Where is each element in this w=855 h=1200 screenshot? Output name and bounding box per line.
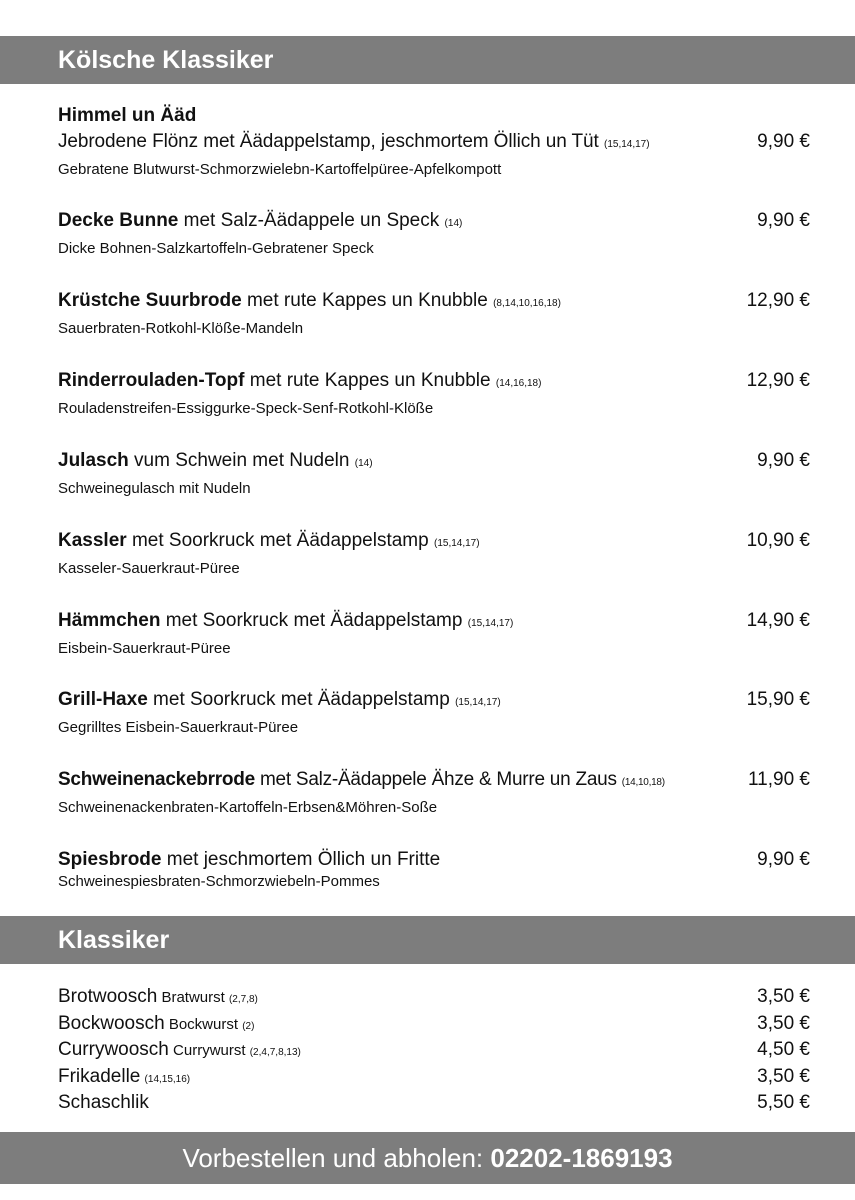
klassiker-list <box>58 984 810 1117</box>
list-item-allergens: (2,4,7,8,13) <box>249 1047 301 1058</box>
menu-item <box>58 369 810 420</box>
menu-item-name: Krüstche Suurbrode <box>58 290 242 311</box>
menu-item-line <box>58 369 810 396</box>
section-header-klassiker <box>0 916 855 964</box>
menu-item-line <box>58 768 810 795</box>
menu-item-sub: Gebratene Blutwurst-Schmorzwielebn-Kartoffelpüree-Apfelkompott <box>58 161 502 178</box>
menu-item-sub: Rouladenstreifen-Essiggurke-Speck-Senf-Rotkohl-Klöße <box>58 400 434 417</box>
list-item-allergens: (2) <box>242 1020 255 1032</box>
list-item <box>58 1064 810 1091</box>
section-title: Kölsche Klassiker <box>58 46 274 74</box>
menu-item-price: 14,90 € <box>746 610 810 631</box>
menu-item <box>58 688 810 739</box>
list-item <box>58 984 810 1011</box>
menu-item-price: 9,90 € <box>757 450 810 471</box>
menu-item-allergens: (15,14,17) <box>603 139 650 150</box>
menu-item-name: Kassler <box>58 530 127 551</box>
menu-item-desc: met jeschmortem Öllich un Fritte <box>161 849 441 870</box>
menu-item-allergens: (15,14,17) <box>433 538 480 549</box>
footer-phone: 02202-1869193 <box>490 1143 673 1173</box>
list-item-name: Currywoosch <box>58 1039 169 1060</box>
list-item-price: 3,50 € <box>757 1012 810 1034</box>
list-item-sub: Bratwurst <box>157 989 229 1006</box>
list-item-sub: Bockwurst <box>164 1015 243 1033</box>
menu-item-line <box>58 449 810 476</box>
menu-item-line <box>58 209 810 236</box>
menu-item-sub: Schweinenackenbraten-Kartoffeln-Erbsen&Möhren-Soße <box>58 799 438 816</box>
menu-item-desc: met Soorkruck met Äädappelstamp <box>147 689 456 710</box>
menu-item-line <box>58 529 810 556</box>
menu-item <box>58 104 810 181</box>
menu-item-sub: Gegrilltes Eisbein-Sauerkraut-Püree <box>58 719 299 736</box>
menu-item <box>58 289 810 340</box>
menu-item <box>58 768 810 819</box>
menu-item-name: Decke Bunne <box>58 210 179 231</box>
list-item-price: 5,50 € <box>757 1092 810 1113</box>
menu-item-desc: Jebrodene Flönz met Äädappelstamp, jeschmortem Öllich un Tüt <box>58 131 599 152</box>
menu-item-allergens: (14) <box>354 458 373 469</box>
menu-item-line <box>58 289 810 316</box>
menu-item-price: 9,90 € <box>757 210 810 231</box>
footer-text: Vorbestellen und abholen: <box>182 1143 491 1173</box>
list-item-price: 3,50 € <box>757 986 810 1007</box>
list-item-allergens: (14,15,16) <box>144 1073 191 1085</box>
list-item-price: 3,50 € <box>757 1065 810 1087</box>
menu-item-name: Spiesbrode <box>58 849 162 870</box>
menu-item-sub: Sauerbraten-Rotkohl-Klöße-Mandeln <box>58 320 304 337</box>
menu-item <box>58 529 810 580</box>
footer-banner <box>0 1132 855 1184</box>
menu-item-allergens: (14) <box>444 218 463 229</box>
menu-item-title: Himmel un Ääd <box>58 105 197 126</box>
menu-item-line <box>58 688 810 715</box>
menu-item-name: Grill-Haxe <box>58 689 148 710</box>
menu-item-line <box>58 130 810 157</box>
menu-item-sub: Eisbein-Sauerkraut-Püree <box>58 640 231 657</box>
section-header-koelsche <box>0 36 855 84</box>
menu-item-name: Schweinenackebrrode <box>58 769 255 790</box>
list-item-name: Brotwoosch <box>58 986 158 1007</box>
menu-item-price: 9,90 € <box>757 131 810 152</box>
list-item-price: 4,50 € <box>757 1039 810 1060</box>
section-title: Klassiker <box>58 926 170 954</box>
menu-item-name: Julasch <box>58 450 129 471</box>
list-item <box>58 1011 810 1038</box>
menu-item-desc: met Salz-Äädappele un Speck <box>178 210 445 231</box>
menu-item-sub: Schweinegulasch mit Nudeln <box>58 480 251 497</box>
menu-item-desc: met rute Kappes un Knubble <box>244 370 496 391</box>
menu-item-allergens: (15,14,17) <box>455 697 501 708</box>
menu-item <box>58 848 810 892</box>
list-item <box>58 1037 810 1064</box>
menu-item-price: 11,90 € <box>748 769 810 790</box>
menu-item <box>58 209 810 260</box>
menu-item-allergens: (14,16,18) <box>495 378 542 389</box>
list-item-sub: Currywurst <box>168 1042 250 1059</box>
menu-item-desc: met Soorkruck met Äädappelstamp <box>126 530 434 551</box>
list-item-name: Frikadelle <box>58 1065 141 1087</box>
menu-item-price: 12,90 € <box>746 370 810 391</box>
menu-item <box>58 609 810 660</box>
menu-item-allergens: (15,14,17) <box>467 618 514 629</box>
menu-item-allergens: (14,10,18) <box>621 777 665 788</box>
menu-item-desc: met Salz-Äädappele Ähze & Murre un Zaus <box>254 769 622 790</box>
list-item-allergens: (2,7,8) <box>228 994 258 1005</box>
menu-item-desc: met rute Kappes un Knubble <box>241 290 494 311</box>
menu-item-line <box>58 848 810 872</box>
menu-item-name: Rinderrouladen-Topf <box>58 370 245 391</box>
menu-item-price: 9,90 € <box>757 849 810 870</box>
list-item <box>58 1090 810 1117</box>
menu-item-price: 10,90 € <box>746 530 810 551</box>
menu-item-price: 12,90 € <box>746 290 810 311</box>
menu-item-line <box>58 609 810 636</box>
menu-item-name: Hämmchen <box>58 610 161 631</box>
menu-item-desc: met Soorkruck met Äädappelstamp <box>160 610 468 631</box>
list-item-name: Schaschlik <box>58 1092 149 1113</box>
menu-item-sub: Schweinespiesbraten-Schmorzwiebeln-Pommes <box>58 873 380 890</box>
menu-item-desc: vum Schwein met Nudeln <box>128 450 355 471</box>
list-item-name: Bockwoosch <box>58 1012 165 1034</box>
menu-item <box>58 449 810 500</box>
menu-item-sub: Dicke Bohnen-Salzkartoffeln-Gebratener Speck <box>58 240 374 257</box>
menu-item-sub: Kasseler-Sauerkraut-Püree <box>58 560 240 577</box>
menu-item-price: 15,90 € <box>746 689 810 710</box>
menu-item-allergens: (8,14,10,16,18) <box>493 298 561 309</box>
